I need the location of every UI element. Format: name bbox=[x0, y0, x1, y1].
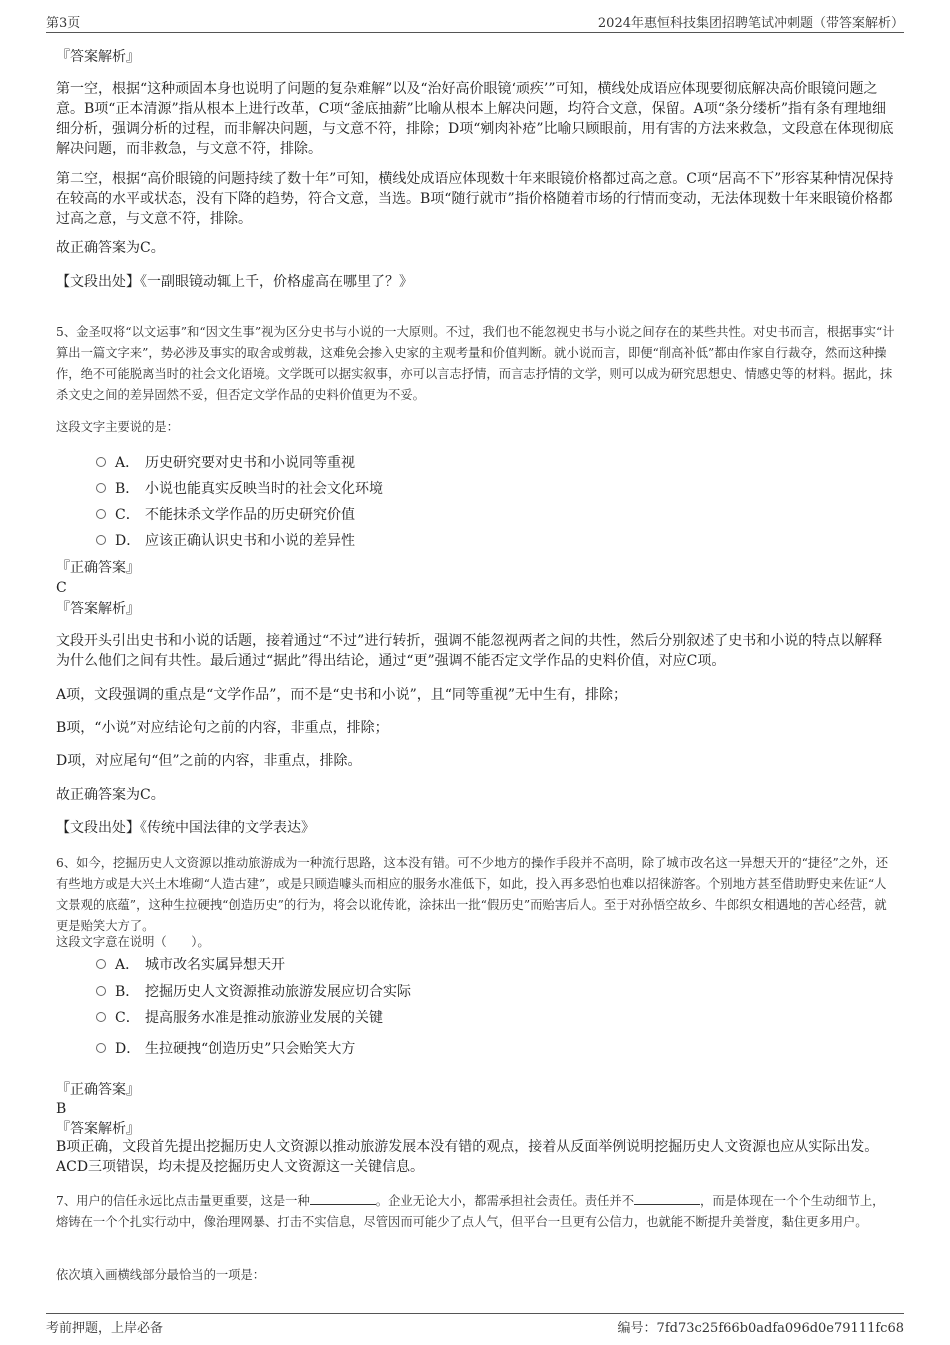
radio-icon[interactable] bbox=[96, 535, 106, 545]
q6-option-d[interactable]: D． 生拉硬拽“创造历史”只会贻笑大方 bbox=[96, 1039, 355, 1059]
radio-icon[interactable] bbox=[96, 959, 106, 969]
q5-analysis-label: 『答案解析』 bbox=[56, 601, 140, 617]
q6-answer: B bbox=[56, 1101, 67, 1117]
q4-conclusion: 故正确答案为C。 bbox=[56, 240, 165, 256]
radio-icon[interactable] bbox=[96, 457, 106, 467]
q7-question: 依次填入画横线部分最恰当的一项是： bbox=[56, 1268, 266, 1282]
radio-icon[interactable] bbox=[96, 1012, 106, 1022]
q4-analysis-label: 『答案解析』 bbox=[56, 49, 140, 65]
q6-option-a[interactable]: A． 城市改名实属异想天开 bbox=[96, 955, 285, 975]
radio-icon[interactable] bbox=[96, 1043, 106, 1053]
q5-answer-label: 『正确答案』 bbox=[56, 560, 140, 576]
q5-option-b[interactable]: B． 小说也能真实反映当时的社会文化环境 bbox=[96, 479, 383, 499]
q5-conclusion: 故正确答案为C。 bbox=[56, 787, 165, 803]
q5-analysis-d: D项，对应尾句“但”之前的内容，非重点，排除。 bbox=[56, 753, 362, 769]
q6-option-c[interactable]: C． 提高服务水准是推动旅游业发展的关键 bbox=[96, 1008, 383, 1028]
page-footer bbox=[46, 1313, 904, 1340]
q5-option-a[interactable]: A． 历史研究要对史书和小说同等重视 bbox=[96, 453, 355, 473]
q6-option-b[interactable]: B． 挖掘历史人文资源推动旅游发展应切合实际 bbox=[96, 982, 411, 1002]
q6-stem: 6、如今，挖掘历史人文资源以推动旅游成为一种流行思路，这本没有错。可不少地方的操作手段并不高明，除了城市改名这一异想天开的“捷径”之外，还有些地方或是大兴土木堆砌“人造古建”，或是只顾造噱头而相应的服务水准低下，如此，投入再多恐怕也难以招徕游客。个别地方甚至借助野史来佐证“人文景观的底蕴”，这种生拉硬拽“创造历史”的行为，将会以讹传讹，涂抹出一批“假历史”而贻害后人。至于对孙悟空故乡、牛郎织女相遇地的苦心经营，就更是贻笑大方了。 bbox=[56, 856, 888, 933]
q4-source: 【文段出处】《一副眼镜动辄上千，价格虚高在哪里了？》 bbox=[56, 274, 413, 290]
footer-slogan: 考前押题，上岸必备 bbox=[46, 1321, 164, 1336]
q5-analysis-a: A项，文段强调的重点是“文学作品”，而不是“史书和小说”，且“同等重视”无中生有，排除； bbox=[56, 687, 628, 703]
q5-answer: C bbox=[56, 580, 67, 596]
q6-answer-label: 『正确答案』 bbox=[56, 1082, 140, 1098]
page-header bbox=[46, 10, 904, 33]
document-code: 编号：7fd73c25f66b0adfa096d0e79111fc68 bbox=[617, 1321, 904, 1336]
radio-icon[interactable] bbox=[96, 986, 106, 996]
q4-analysis-para1: 第一空，根据“这种顽固本身也说明了问题的复杂难解”以及“治好高价眼镜‘顽疾’”可知，横线处成语应体现要彻底解决高价眼镜问题之意。B项“正本清源”指从根本上进行改革，C项“釜底抽薪”比喻从根本上解决问题，均符合文意，保留。A项“条分缕析”指有条有理地细细分析，强调分析的过程，而非解决问题，与文意不符，排除；D项“剜肉补疮”比喻只顾眼前，用有害的方法来救急，文段意在体现彻底解决问题，而非救急，与文意不符，排除。 bbox=[56, 81, 894, 157]
q5-option-d[interactable]: D． 应该正确认识史书和小说的差异性 bbox=[96, 531, 355, 551]
page-number: 第3页 bbox=[46, 16, 81, 31]
document-title: 2024年惠恒科技集团招聘笔试冲刺题（带答案解析） bbox=[597, 16, 904, 31]
q6-question: 这段文字意在说明（ ）。 bbox=[56, 935, 210, 949]
q5-source: 【文段出处】《传统中国法律的文学表达》 bbox=[56, 820, 315, 836]
q4-analysis-para2: 第二空，根据“高价眼镜的问题持续了数十年”可知，横线处成语应体现数十年来眼镜价格都过高之意。C项“居高不下”形容某种情况保持在较高的水平或状态，没有下降的趋势，符合文意，当选。B项“随行就市”指价格随着市场的行情而变动，无法体现数十年来眼镜价格都过高之意，与文意不符，排除。 bbox=[56, 171, 894, 227]
blank-2 bbox=[634, 1192, 700, 1205]
q5-stem: 5、金圣叹将“以文运事”和“因文生事”视为区分史书与小说的一大原则。不过，我们也不能忽视史书与小说之间存在的某些共性。对史书而言，根据事实“计算出一篇文字来”，势必涉及事实的取舍或剪裁，这难免会掺入史家的主观考量和价值判断。就小说而言，即便“削高补低”都由作家自行裁夺，然而这种操作，绝不可能脱离当时的社会文化语境。文学既可以据实叙事，亦可以言志抒情，而言志抒情的文学，则可以成为研究思想史、情感史等的材料。据此，抹杀文史之间的差异固然不妥，但否定文学作品的史料价值更为不妥。 bbox=[56, 325, 895, 402]
q6-analysis: B项正确，文段首先提出挖掘历史人文资源以推动旅游发展本没有错的观点，接着从反面举例说明挖掘历史人文资源也应从实际出发。ACD三项错误，均未提及挖掘历史人文资源这一关键信息。 bbox=[56, 1139, 879, 1175]
q5-analysis-b: B项，“小说”对应结论句之前的内容，非重点，排除； bbox=[56, 720, 389, 736]
q5-option-c[interactable]: C． 不能抹杀文学作品的历史研究价值 bbox=[96, 505, 355, 525]
radio-icon[interactable] bbox=[96, 483, 106, 493]
radio-icon[interactable] bbox=[96, 509, 106, 519]
q7-stem: 7、用户的信任永远比点击量更重要，这是一种 。企业无论大小，都需承担社会责任。责任并不 ，而是体现在一个个生动细节上，熔铸在一个个扎实行动中，像治理网暴、打击不实信息，尽管因而可能少了点人气，但平台一旦更有公信力，也就能不断提升美誉度，黏住更多用户。 bbox=[56, 1194, 885, 1229]
blank-1 bbox=[310, 1192, 376, 1205]
q5-question: 这段文字主要说的是： bbox=[56, 420, 179, 434]
q5-analysis-para: 文段开头引出史书和小说的话题，接着通过“不过”进行转折，强调不能忽视两者之间的共性，然后分别叙述了史书和小说的特点以解释为什么他们之间有共性。最后通过“据此”得出结论，通过“更”强调不能否定文学作品的史料价值，对应C项。 bbox=[56, 633, 883, 669]
q6-analysis-label: 『答案解析』 bbox=[56, 1121, 140, 1137]
